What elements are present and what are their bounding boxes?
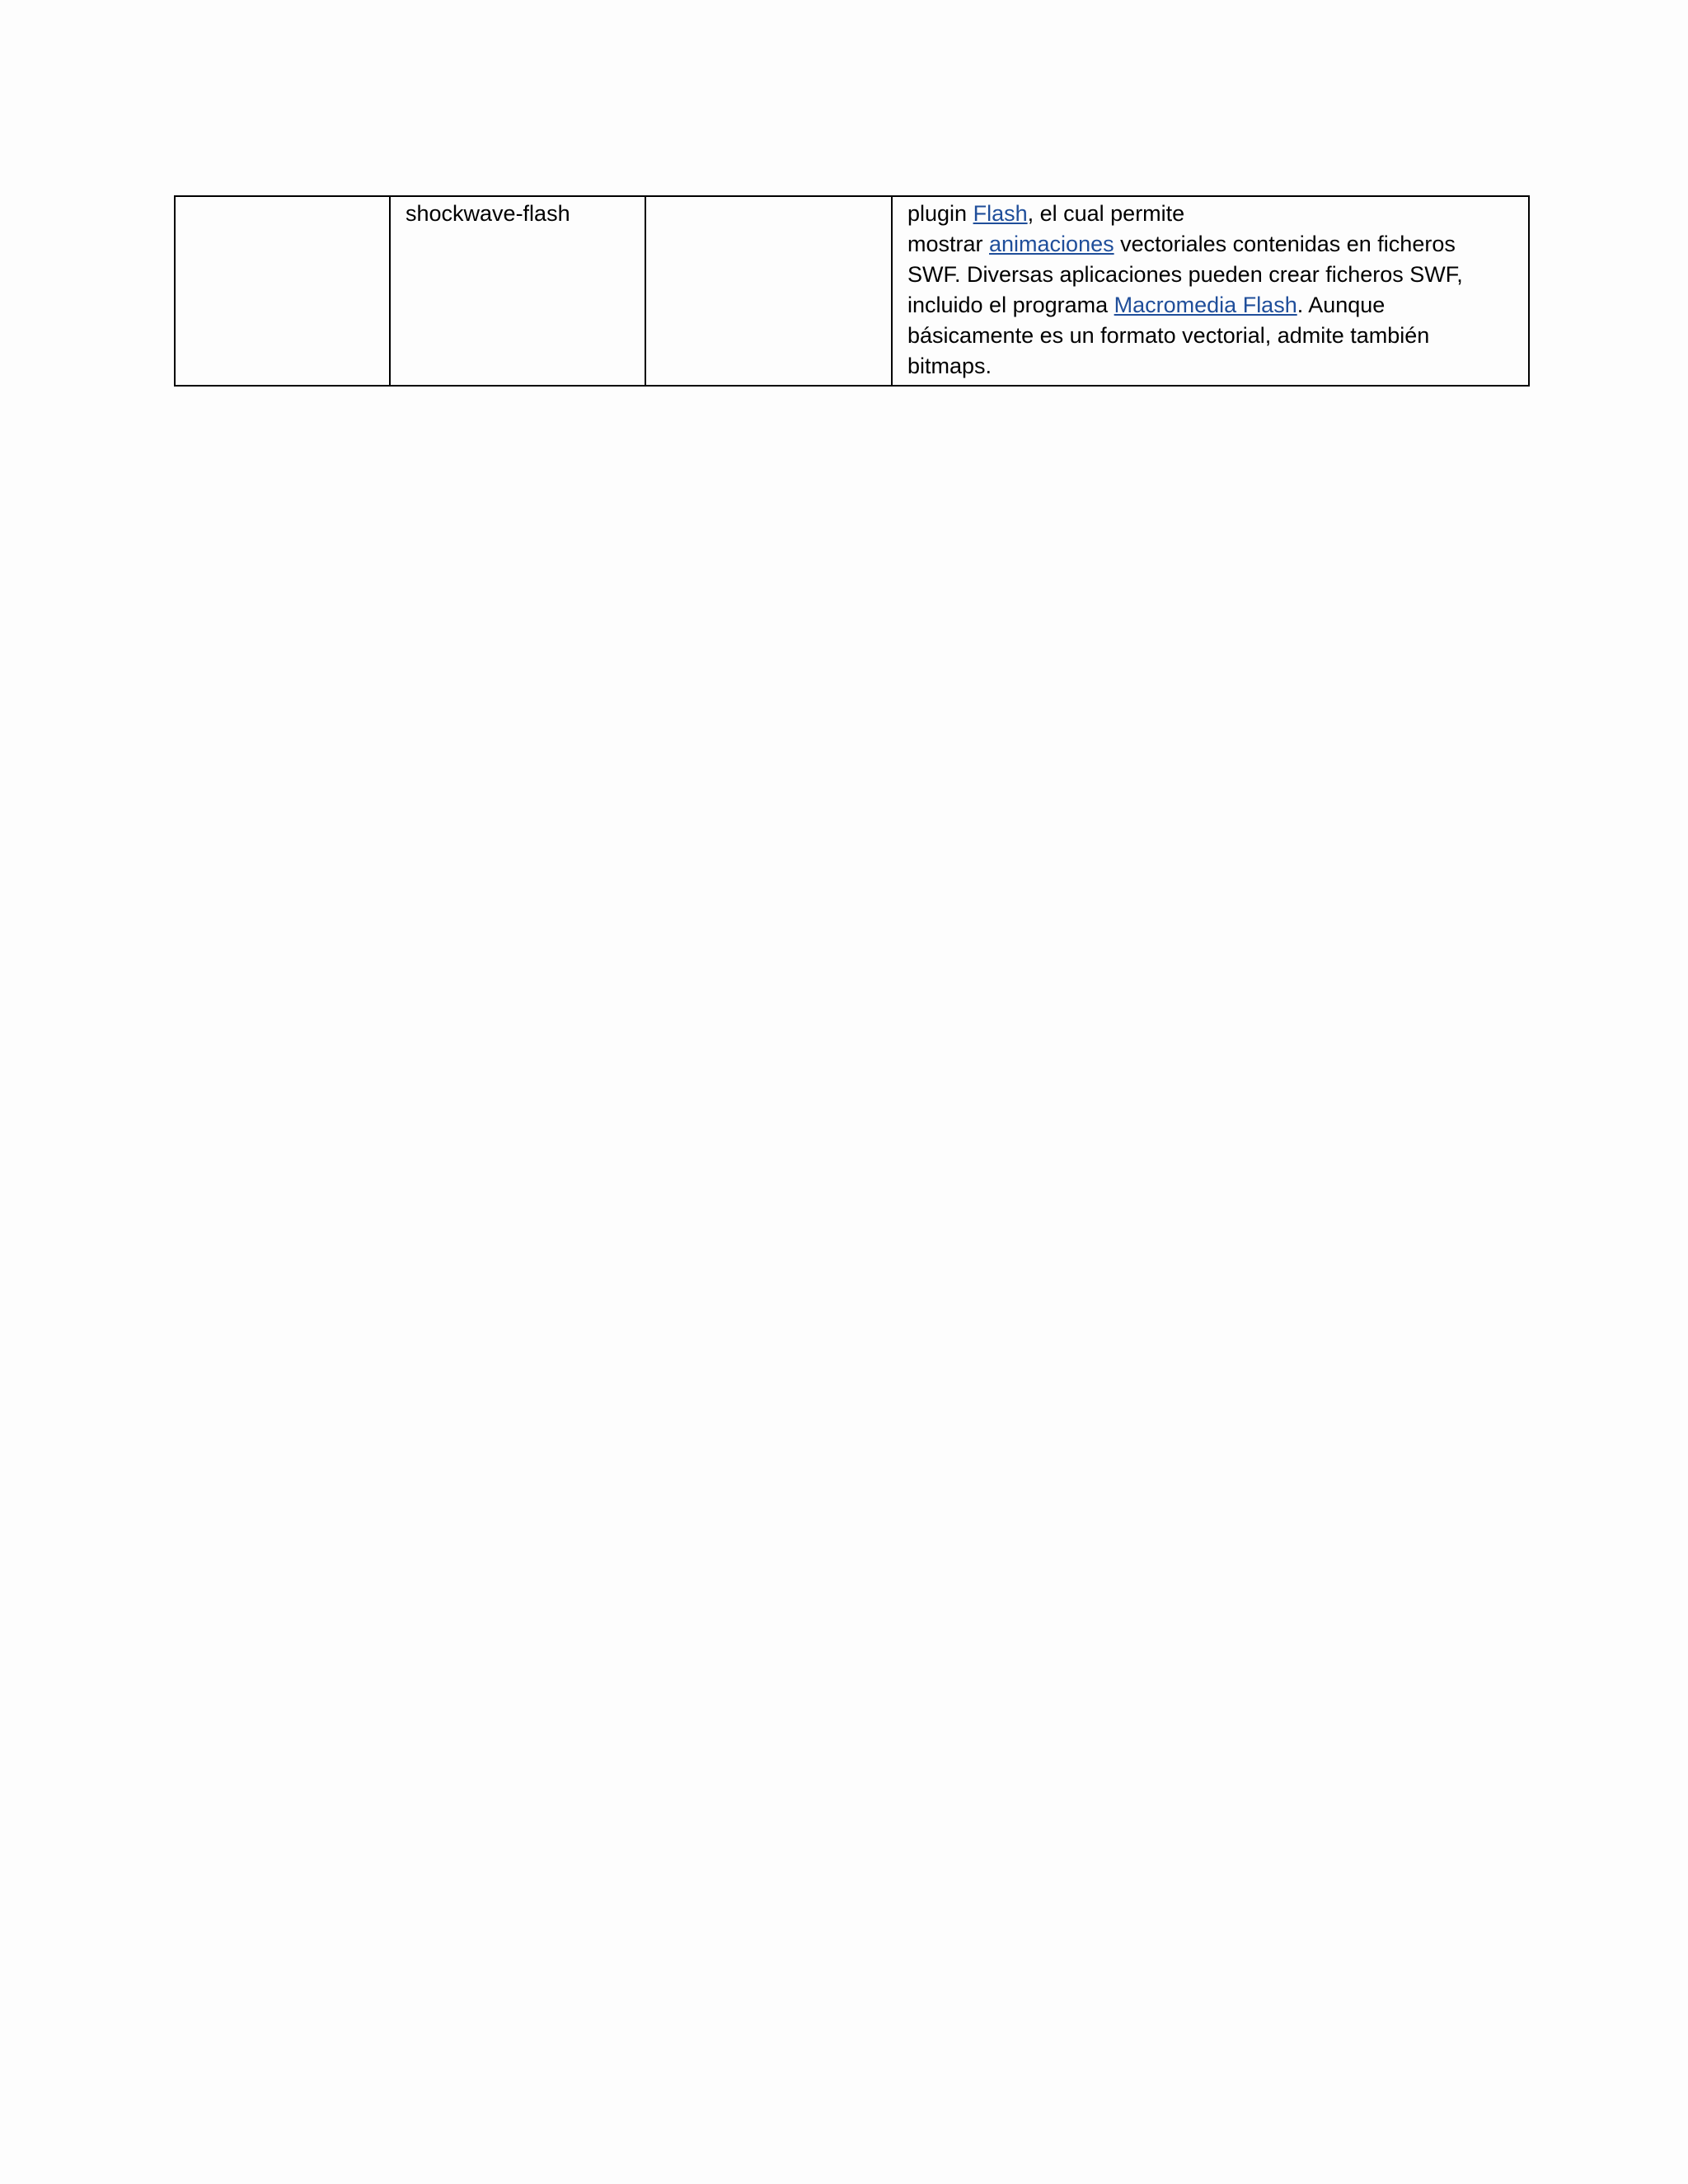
table-cell-mime-subtype: shockwave-flash [390, 196, 645, 386]
macromedia-flash-link[interactable]: Macromedia Flash [1114, 293, 1297, 317]
description-text: , el cual permite [1027, 201, 1185, 226]
animaciones-link[interactable]: animaciones [989, 232, 1114, 256]
description-text: . Aunque básicamente es un formato vectorial, admite también bitmaps. [907, 293, 1430, 378]
flash-link[interactable]: Flash [973, 201, 1028, 226]
description-text: vectoriales contenidas en ficheros SWF. Diversas aplicaciones pueden crear ficheros SWF, incluido el programa [907, 232, 1463, 317]
table-cell-col1 [175, 196, 390, 386]
table-cell-description [892, 196, 1529, 386]
description-text: plugin [907, 201, 973, 226]
table-row [175, 196, 1529, 386]
table-cell-col3 [645, 196, 892, 386]
mime-type-table [174, 195, 1530, 387]
description-text: mostrar [907, 232, 990, 256]
